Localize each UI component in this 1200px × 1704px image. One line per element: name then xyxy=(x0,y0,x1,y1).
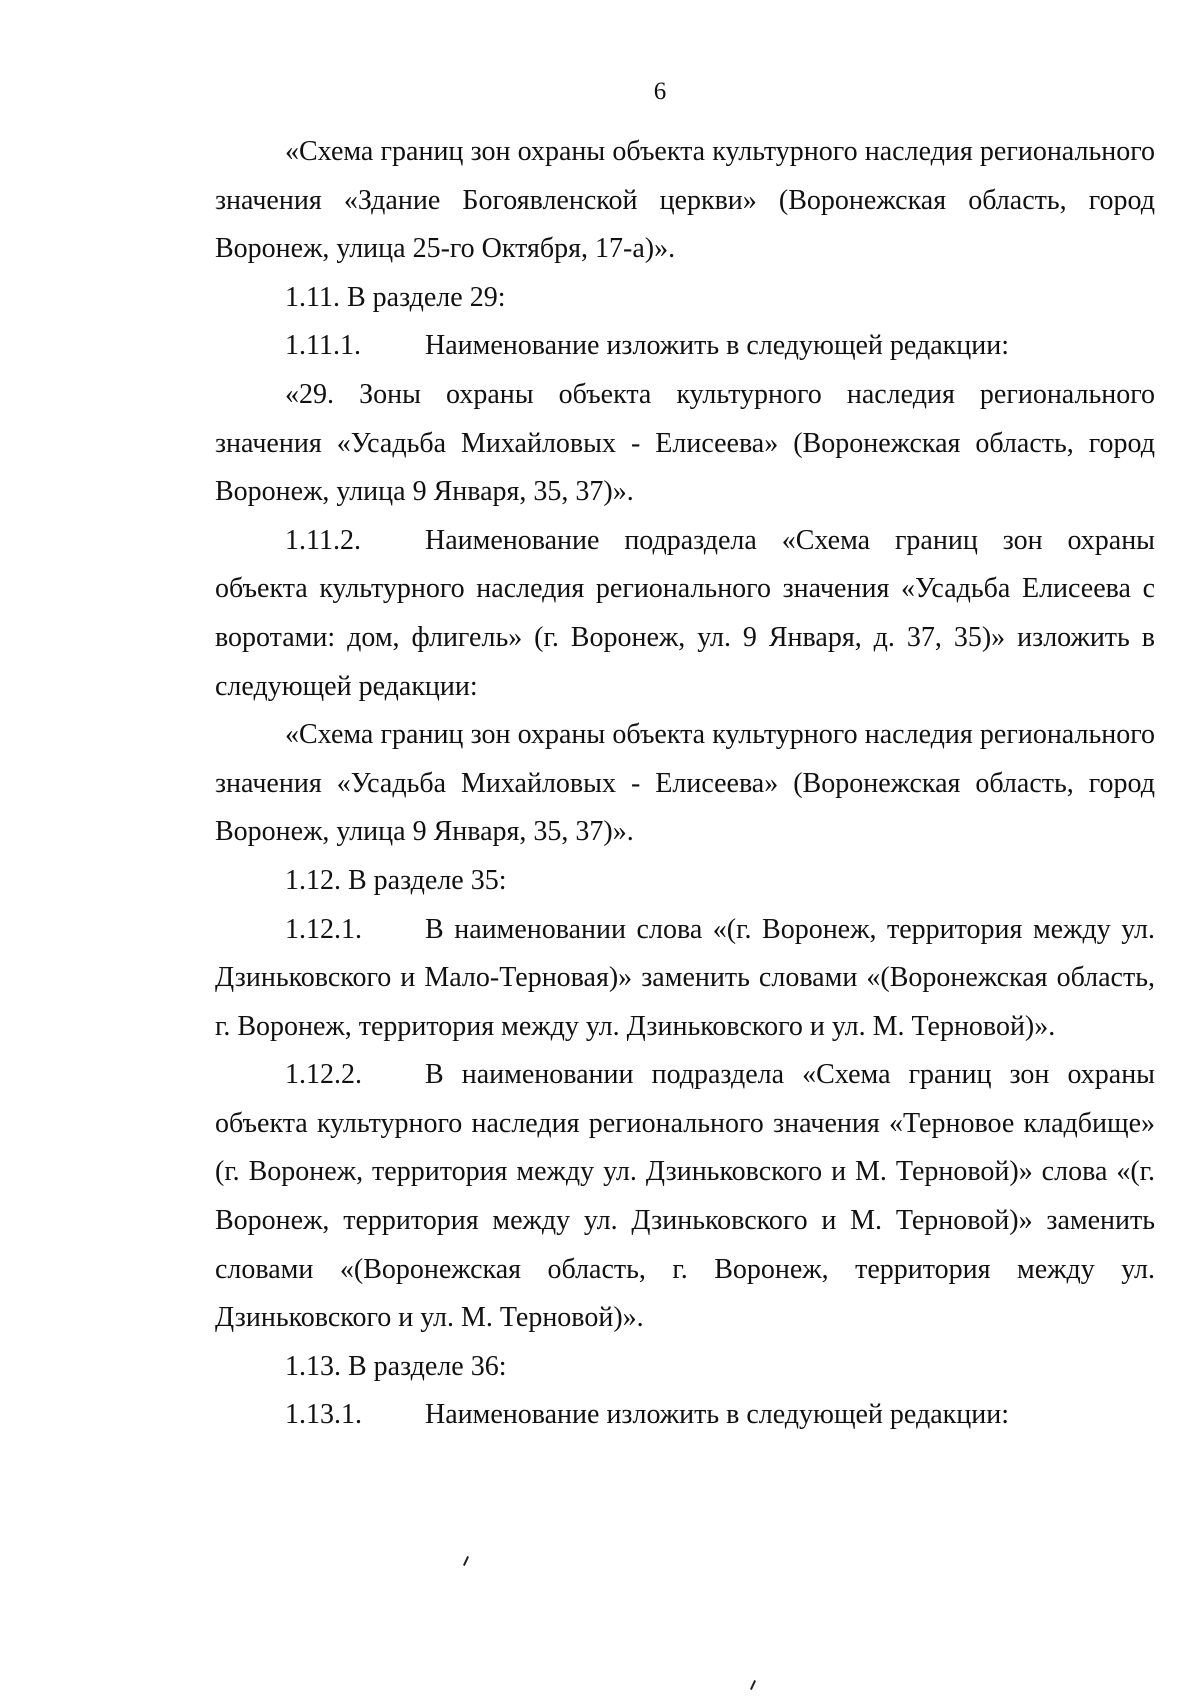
clause-1-12-1 xyxy=(215,906,1155,1052)
clause-number: 1.12.1. xyxy=(285,913,362,945)
clause-1-13: 1.13. В разделе 36: xyxy=(285,1350,507,1382)
clause-1-12-2 xyxy=(215,1051,1155,1343)
clause-number: 1.12.2. xyxy=(285,1059,362,1091)
scan-speck-mark xyxy=(750,1680,756,1690)
clause-text: Наименование изложить в следующей редакции: xyxy=(425,1399,1009,1431)
paragraph-schema-bogoyavlenskaya: «Схема границ зон охраны объекта культурного наследия регионального значения «Здание Богоявленской церкви» (Воронежская область, город Воронеж, улица 25-го Октября, 17-а)». xyxy=(215,136,1155,265)
clause-number: 1.11.2. xyxy=(285,524,361,556)
clause-number: 1.11.1. xyxy=(285,330,361,362)
clause-1-11-1 xyxy=(215,322,1155,371)
clause-text: В наименовании подраздела «Схема границ зон охраны объекта культурного наследия регионального значения «Терновое кладбище» (г. Воронеж, территория между ул. Дзиньковского и М. Терновой)» слова «(г. Воронеж, территория между ул. Дзиньковского и М. Терновой)» заменить словами «(Воронежская область, г. Воронеж, территория между ул. Дзиньковского и ул. М. Терновой)». xyxy=(215,1059,1155,1334)
page-number: 6 xyxy=(653,78,667,105)
clause-number: 1.13.1. xyxy=(285,1399,362,1431)
paragraph-schema-mikhaylovykh: «Схема границ зон охраны объекта культурного наследия регионального значения «Усадьба Михайловых - Елисеева» (Воронежская область, город Воронеж, улица 9 Января, 35, 37)». xyxy=(215,719,1155,848)
clause-1-11: 1.11. В разделе 29: xyxy=(285,281,506,313)
document-body xyxy=(215,128,1155,1440)
clause-1-11-2 xyxy=(215,517,1155,711)
clause-1-12: 1.12. В разделе 35: xyxy=(285,864,507,896)
clause-text: Наименование изложить в следующей редакции: xyxy=(425,330,1009,362)
paragraph-zone-29: «29. Зоны охраны объекта культурного наследия регионального значения «Усадьба Михайловых - Елисеева» (Воронежская область, город Воронеж, улица 9 Января, 35, 37)». xyxy=(215,378,1155,508)
clause-text: Наименование подраздела «Схема границ зон охраны объекта культурного наследия регионального значения «Усадьба Елисеева с воротами: дом, флигель» (г. Воронеж, ул. 9 Января, д. 37, 35)» изложить в следующей редакции: xyxy=(215,524,1155,702)
scan-speck-mark xyxy=(463,1556,469,1566)
clause-text: В наименовании слова «(г. Воронеж, территория между ул. Дзиньковского и Мало-Терновая)» заменить словами «(Воронежская область, г. Воронеж, территория между ул. Дзиньковского и ул. М. Терновой)». xyxy=(215,913,1155,1042)
clause-1-13-1 xyxy=(215,1391,1155,1440)
